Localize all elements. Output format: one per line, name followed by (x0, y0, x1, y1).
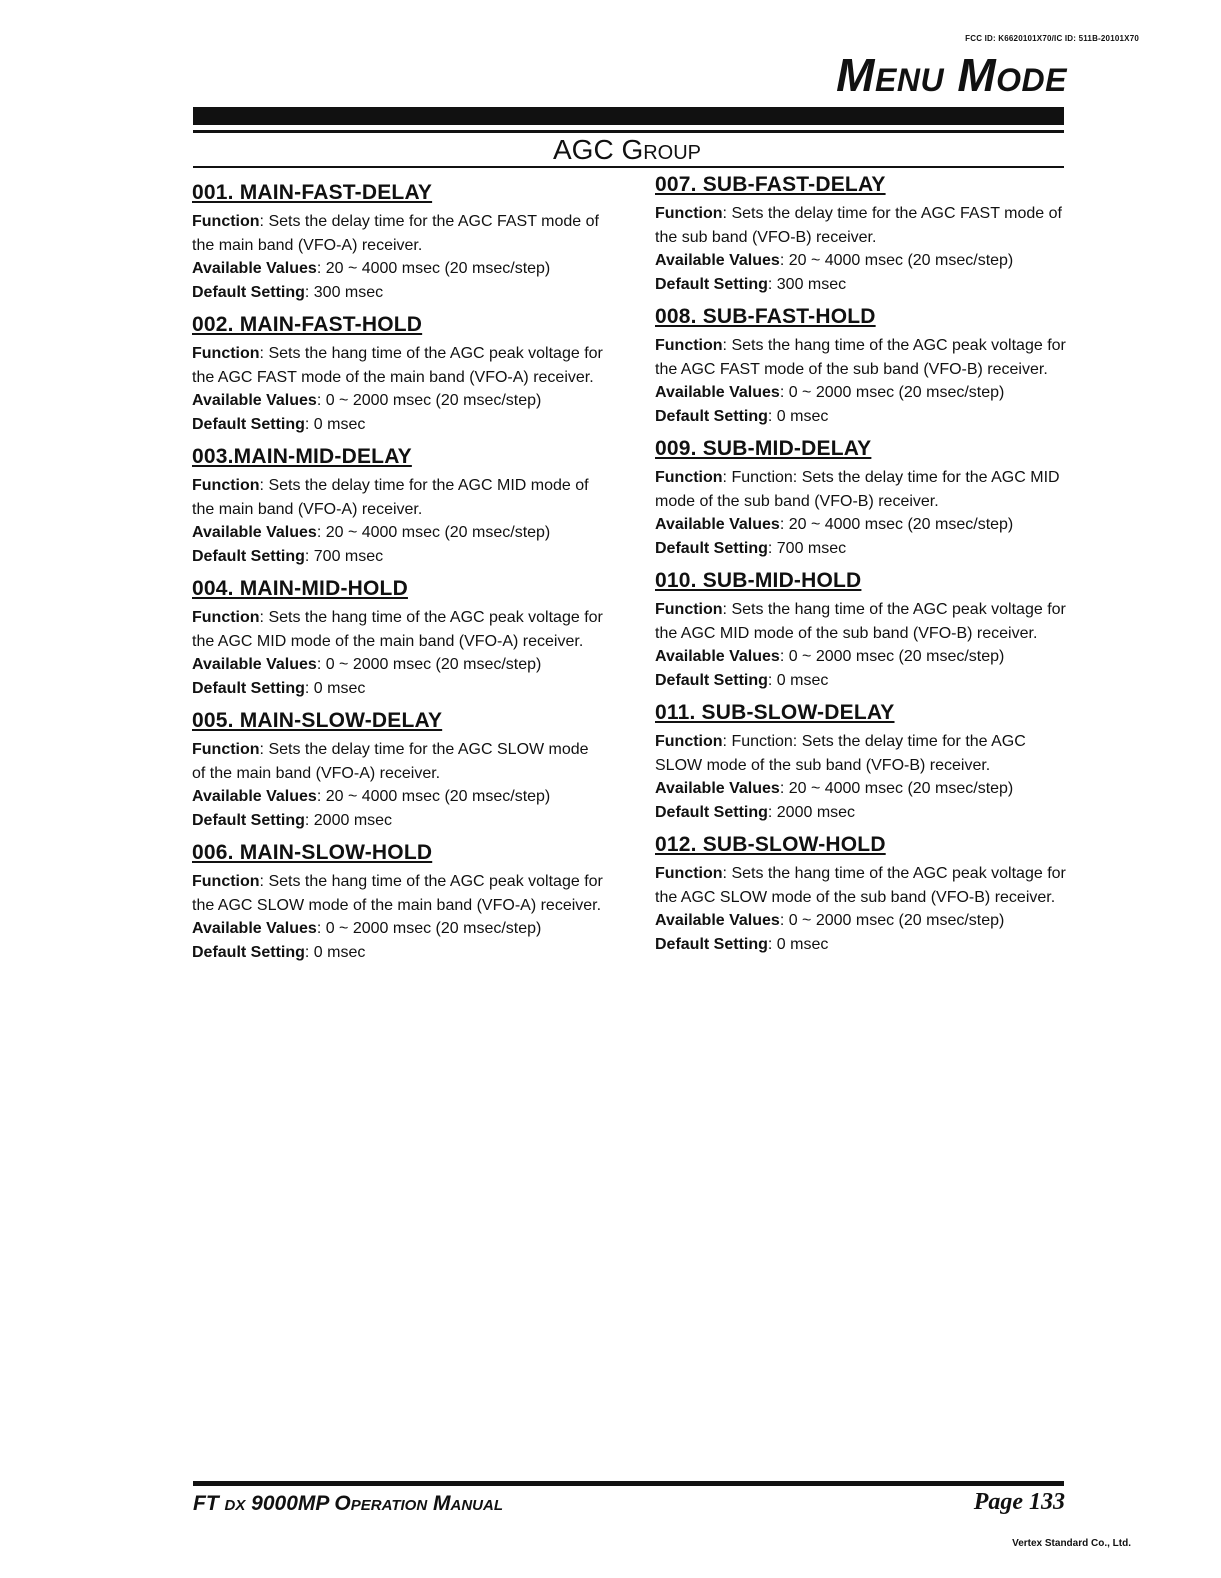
values-line: Available Values: 0 ~ 2000 msec (20 msec/step) (655, 912, 1005, 929)
default-text: 300 msec (313, 283, 384, 301)
default-label: Default Setting (192, 283, 305, 301)
function-text: Function: Sets the delay time for the AGC SLOW mode of the sub band (VFO-B) receiver. (655, 733, 1026, 774)
values-line: Available Values: 20 ~ 4000 msec (20 msec/step) (192, 788, 551, 805)
function-text: Sets the hang time of the AGC peak voltage for the AGC FAST mode of the main band (VFO-A) receiver. (192, 345, 603, 386)
menu-entry-heading: 009. SUB-MID-DELAY (655, 437, 872, 460)
function-text: Sets the delay time for the AGC MID mode of the main band (VFO-A) receiver. (192, 477, 589, 518)
values-line: Available Values: 20 ~ 4000 msec (20 msec/step) (655, 780, 1014, 797)
function-label: Function (192, 873, 260, 890)
menu-entry (192, 840, 606, 964)
default-label: Default Setting (192, 811, 305, 829)
function-line: Function: Sets the delay time for the AGC SLOW mode of the main band (VFO-A) receiver. (192, 741, 589, 782)
default-label: Default Setting (192, 679, 305, 697)
values-line: Available Values: 0 ~ 2000 msec (20 msec/step) (192, 392, 542, 409)
menu-entry-heading: 004. MAIN-MID-HOLD (192, 577, 408, 600)
menu-entry (655, 304, 1067, 428)
function-label: Function (655, 865, 723, 882)
default-line: Default Setting: 300 msec (655, 275, 847, 293)
default-line: Default Setting: 0 msec (192, 943, 366, 961)
function-label: Function (192, 477, 260, 494)
menu-entry-heading: 005. MAIN-SLOW-DELAY (192, 709, 443, 732)
function-line: Function: Function: Sets the delay time for the AGC MID mode of the sub band (VFO-B) receiver. (655, 469, 1060, 510)
values-line: Available Values: 0 ~ 2000 msec (20 msec/step) (192, 656, 542, 673)
default-label: Default Setting (655, 671, 768, 689)
values-text: 0 ~ 2000 msec (20 msec/step) (788, 648, 1005, 665)
menu-entry-heading: 001. MAIN-FAST-DELAY (192, 181, 433, 204)
values-label: Available Values (192, 524, 317, 541)
function-line: Function: Sets the hang time of the AGC peak voltage for the AGC MID mode of the sub band (VFO-B) receiver. (655, 601, 1066, 642)
function-line: Function: Sets the hang time of the AGC peak voltage for the AGC FAST mode of the main band (VFO-A) receiver. (192, 345, 603, 386)
fcc-id-text: FCC ID: K6620101X70/IC ID: 511B-20101X70 (965, 34, 1139, 43)
function-line: Function: Sets the delay time for the AGC FAST mode of the sub band (VFO-B) receiver. (655, 205, 1062, 246)
default-label: Default Setting (192, 415, 305, 433)
section-rule (193, 166, 1064, 168)
function-text: Sets the hang time of the AGC peak voltage for the AGC SLOW mode of the main band (VFO-A) receiver. (192, 873, 603, 914)
values-label: Available Values (192, 788, 317, 805)
footer-rule (193, 1481, 1064, 1486)
values-text: 0 ~ 2000 msec (20 msec/step) (788, 912, 1005, 929)
function-line: Function: Sets the delay time for the AGC FAST mode of the main band (VFO-A) receiver. (192, 213, 599, 254)
values-line: Available Values: 20 ~ 4000 msec (20 msec/step) (655, 252, 1014, 269)
default-label: Default Setting (655, 803, 768, 821)
function-label: Function (655, 469, 723, 486)
values-label: Available Values (655, 912, 780, 929)
default-label: Default Setting (655, 407, 768, 425)
values-line: Available Values: 0 ~ 2000 msec (20 msec/step) (192, 920, 542, 937)
function-label: Function (655, 337, 723, 354)
default-label: Default Setting (655, 539, 768, 557)
default-text: 0 msec (313, 415, 366, 433)
default-label: Default Setting (192, 943, 305, 961)
default-line: Default Setting: 2000 msec (655, 803, 856, 821)
values-label: Available Values (192, 920, 317, 937)
default-text: 0 msec (776, 935, 829, 953)
values-text: 0 ~ 2000 msec (20 msec/step) (325, 920, 542, 937)
values-label: Available Values (655, 780, 780, 797)
menu-entry-heading: 006. MAIN-SLOW-HOLD (192, 841, 433, 864)
menu-entry-heading: 010. SUB-MID-HOLD (655, 569, 862, 592)
default-label: Default Setting (655, 275, 768, 293)
menu-entry-heading: 003.MAIN-MID-DELAY (192, 445, 412, 468)
default-line: Default Setting: 0 msec (192, 415, 366, 433)
page-number: Page 133 (973, 1489, 1065, 1515)
values-label: Available Values (655, 648, 780, 665)
manual-title: FT dx 9000MP Operation Manual (193, 1492, 503, 1515)
values-text: 0 ~ 2000 msec (20 msec/step) (788, 384, 1005, 401)
function-line: Function: Function: Sets the delay time for the AGC SLOW mode of the sub band (VFO-B) receiver. (655, 733, 1026, 774)
left-column (192, 180, 606, 972)
function-label: Function (192, 213, 260, 230)
function-line: Function: Sets the hang time of the AGC peak voltage for the AGC FAST mode of the sub band (VFO-B) receiver. (655, 337, 1066, 378)
function-line: Function: Sets the hang time of the AGC peak voltage for the AGC SLOW mode of the sub band (VFO-B) receiver. (655, 865, 1066, 906)
default-label: Default Setting (192, 547, 305, 565)
function-label: Function (192, 741, 260, 758)
menu-entry (655, 832, 1067, 956)
menu-entry-heading: 011. SUB-SLOW-DELAY (655, 701, 895, 724)
function-text: Sets the hang time of the AGC peak voltage for the AGC SLOW mode of the sub band (VFO-B) receiver. (655, 865, 1066, 906)
default-text: 0 msec (313, 943, 366, 961)
function-text: Sets the hang time of the AGC peak voltage for the AGC FAST mode of the sub band (VFO-B) receiver. (655, 337, 1066, 378)
values-label: Available Values (192, 656, 317, 673)
values-text: 20 ~ 4000 msec (20 msec/step) (325, 788, 551, 805)
default-line: Default Setting: 700 msec (192, 547, 384, 565)
vendor-name: Vertex Standard Co., Ltd. (1012, 1538, 1131, 1549)
page-title: Menu Mode (836, 49, 1067, 101)
values-label: Available Values (655, 516, 780, 533)
default-line: Default Setting: 0 msec (655, 407, 829, 425)
menu-entry-heading: 008. SUB-FAST-HOLD (655, 305, 876, 328)
menu-entry (192, 444, 606, 568)
function-text: Sets the delay time for the AGC SLOW mode of the main band (VFO-A) receiver. (192, 741, 589, 782)
values-text: 20 ~ 4000 msec (20 msec/step) (788, 252, 1014, 269)
function-text: Sets the hang time of the AGC peak voltage for the AGC MID mode of the main band (VFO-A) receiver. (192, 609, 603, 650)
values-line: Available Values: 20 ~ 4000 msec (20 msec/step) (192, 524, 551, 541)
default-text: 300 msec (776, 275, 847, 293)
default-text: 2000 msec (776, 803, 856, 821)
menu-entry (655, 172, 1067, 296)
menu-entry (655, 568, 1067, 692)
default-text: 0 msec (776, 407, 829, 425)
menu-entry-heading: 007. SUB-FAST-DELAY (655, 173, 886, 196)
values-line: Available Values: 0 ~ 2000 msec (20 msec/step) (655, 648, 1005, 665)
default-line: Default Setting: 0 msec (655, 671, 829, 689)
header-rule-thin (193, 130, 1064, 133)
values-text: 20 ~ 4000 msec (20 msec/step) (325, 524, 551, 541)
default-text: 0 msec (313, 679, 366, 697)
menu-entry (655, 700, 1067, 824)
function-label: Function (655, 733, 723, 750)
function-label: Function (655, 601, 723, 618)
default-line: Default Setting: 2000 msec (192, 811, 393, 829)
default-line: Default Setting: 300 msec (192, 283, 384, 301)
menu-entry (655, 436, 1067, 560)
values-label: Available Values (192, 260, 317, 277)
function-line: Function: Sets the hang time of the AGC peak voltage for the AGC MID mode of the main band (VFO-A) receiver. (192, 609, 603, 650)
default-text: 0 msec (776, 671, 829, 689)
values-text: 20 ~ 4000 msec (20 msec/step) (788, 780, 1014, 797)
right-column (655, 172, 1067, 964)
function-label: Function (655, 205, 723, 222)
values-line: Available Values: 20 ~ 4000 msec (20 msec/step) (192, 260, 551, 277)
function-label: Function (192, 345, 260, 362)
default-line: Default Setting: 0 msec (192, 679, 366, 697)
menu-entry-heading: 002. MAIN-FAST-HOLD (192, 313, 423, 336)
menu-entry (192, 708, 606, 832)
section-title: AGC Group (553, 134, 702, 165)
values-label: Available Values (655, 384, 780, 401)
default-text: 2000 msec (313, 811, 393, 829)
values-line: Available Values: 20 ~ 4000 msec (20 msec/step) (655, 516, 1014, 533)
function-text: Sets the hang time of the AGC peak voltage for the AGC MID mode of the sub band (VFO-B) receiver. (655, 601, 1066, 642)
values-text: 20 ~ 4000 msec (20 msec/step) (788, 516, 1014, 533)
function-text: Function: Sets the delay time for the AGC MID mode of the sub band (VFO-B) receiver. (655, 469, 1060, 510)
values-text: 0 ~ 2000 msec (20 msec/step) (325, 392, 542, 409)
values-text: 20 ~ 4000 msec (20 msec/step) (325, 260, 551, 277)
menu-entry (192, 312, 606, 436)
function-text: Sets the delay time for the AGC FAST mode of the sub band (VFO-B) receiver. (655, 205, 1062, 246)
values-text: 0 ~ 2000 msec (20 msec/step) (325, 656, 542, 673)
values-label: Available Values (192, 392, 317, 409)
values-line: Available Values: 0 ~ 2000 msec (20 msec/step) (655, 384, 1005, 401)
menu-entry (192, 576, 606, 700)
default-line: Default Setting: 0 msec (655, 935, 829, 953)
function-line: Function: Sets the hang time of the AGC peak voltage for the AGC SLOW mode of the main band (VFO-A) receiver. (192, 873, 603, 914)
function-label: Function (192, 609, 260, 626)
menu-entry (192, 180, 606, 304)
header-rule-thick (193, 107, 1064, 125)
values-label: Available Values (655, 252, 780, 269)
default-text: 700 msec (313, 547, 384, 565)
menu-entry-heading: 012. SUB-SLOW-HOLD (655, 833, 886, 856)
function-text: Sets the delay time for the AGC FAST mode of the main band (VFO-A) receiver. (192, 213, 599, 254)
function-line: Function: Sets the delay time for the AGC MID mode of the main band (VFO-A) receiver. (192, 477, 589, 518)
default-line: Default Setting: 700 msec (655, 539, 847, 557)
default-label: Default Setting (655, 935, 768, 953)
default-text: 700 msec (776, 539, 847, 557)
